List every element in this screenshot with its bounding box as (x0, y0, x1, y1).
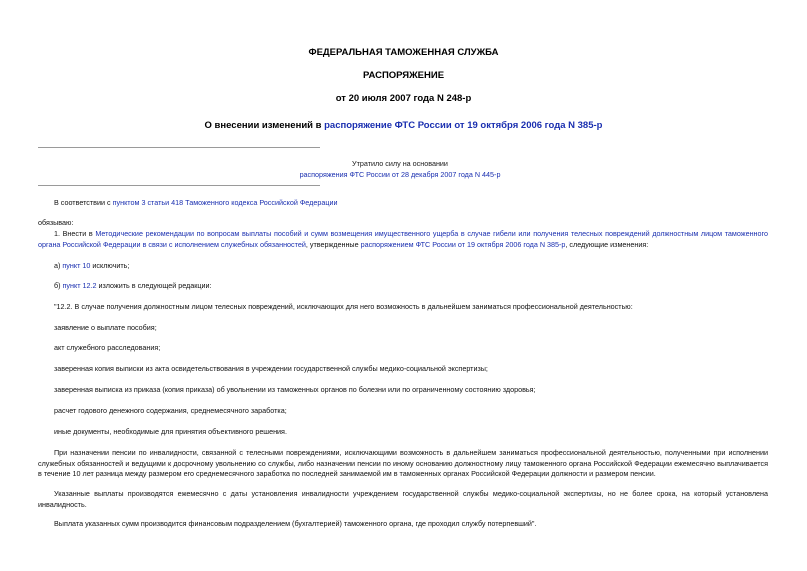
item-b-suffix: изложить в следующей редакции: (96, 281, 212, 290)
point-12-2-link[interactable]: пункт 12.2 (62, 281, 97, 290)
repeal-notice-link[interactable]: распоряжения ФТС России от 28 декабря 2007 года N 445-р (299, 170, 501, 179)
date-number-heading: от 20 июля 2007 года N 248-р (335, 93, 472, 104)
title-link[interactable]: распоряжение ФТС России от 19 октября 2006 года N 385-р (324, 120, 603, 131)
paragraph-payments: Указанные выплаты производятся ежемесячно с даты установления инвалидности учреждением государственной службы медико-социальной экспертизы, но не более срока, на который установлена инвалидность. (38, 489, 768, 509)
preamble-link[interactable]: пунктом 3 статьи 418 Таможенного кодекса Российской Федерации (112, 198, 338, 207)
divider-bottom (38, 185, 320, 186)
order-385-link[interactable]: распоряжением ФТС России от 19 октября 2006 года N 385-р (360, 239, 566, 249)
item-b-prefix: б) (54, 281, 63, 290)
list-item: заявление о выплате пособия; (54, 323, 157, 332)
repeal-notice (180, 158, 620, 180)
item-b (38, 281, 768, 292)
methodical-recommendations-link[interactable]: Методические рекомендации по вопросам выплаты пособий и сумм возмещения имущественного ущерба в случае гибели или получения телесных повреждений должностным лицом таможенного органа Российской Федерации в связи с исполнением служебных обязанностей (38, 229, 768, 249)
item-1-prefix: 1. Внести в (54, 229, 96, 238)
title-prefix: О внесении изменений в (204, 120, 325, 131)
repeal-notice-text: Утратило силу на основании (352, 159, 448, 168)
paragraph-finance: Выплата указанных сумм производится финансовым подразделением (бухгалтерией) таможенного органа, где проходил службу потерпевший". (54, 519, 537, 528)
item-a-suffix: исключить; (90, 261, 130, 270)
divider-top (38, 147, 320, 148)
obligate-text: обязываю: (38, 218, 74, 227)
doc-type-heading: РАСПОРЯЖЕНИЕ (362, 70, 445, 81)
point-10-link[interactable]: пункт 10 (62, 261, 91, 270)
item-1 (38, 229, 768, 250)
list-item: расчет годового денежного содержания, среднемесячного заработка; (54, 406, 287, 415)
agency-heading: ФЕДЕРАЛЬНАЯ ТАМОЖЕННАЯ СЛУЖБА (308, 47, 499, 58)
document-title (0, 120, 807, 132)
preamble-prefix: В соответствии с (54, 198, 113, 207)
list-item: акт служебного расследования; (54, 343, 161, 352)
item-a-prefix: а) (54, 261, 63, 270)
list-item: заверенная выписка из приказа (копия приказа) об увольнении из таможенных органов по болезни или по ограниченному состоянию здоровья; (54, 385, 536, 394)
item-a (38, 261, 768, 272)
list-item: иные документы, необходимые для принятия объективного решения. (54, 427, 287, 436)
item-1-suffix: , следующие изменения: (565, 239, 649, 249)
item-1-mid: , утвержденные (305, 239, 361, 249)
list-item: заверенная копия выписки из акта освидетельствования в учреждении государственной службы медико-социальной экспертизы; (54, 364, 488, 373)
list-item: "12.2. В случае получения должностным лицом телесных повреждений, исключающих для него возможность в дальнейшем заниматься профессиональной деятельностью: (54, 302, 633, 311)
paragraph-pension: При назначении пенсии по инвалидности, связанной с телесными повреждениями, исключающими возможность в дальнейшем заниматься профессиональной деятельностью, полученными при исполнении служебных обязанностей и ведущими к досрочному увольнению со службы, либо назначении пенсии по иному основанию должностному лицу таможенного органа Российской Федерации ежемесячно выплачивается в течение 10 лет разница между размером его среднемесячного заработка по последней занимаемой им в таможенных органах Российской Федерации должности и размером пенсии. (38, 448, 768, 479)
preamble (38, 198, 768, 209)
